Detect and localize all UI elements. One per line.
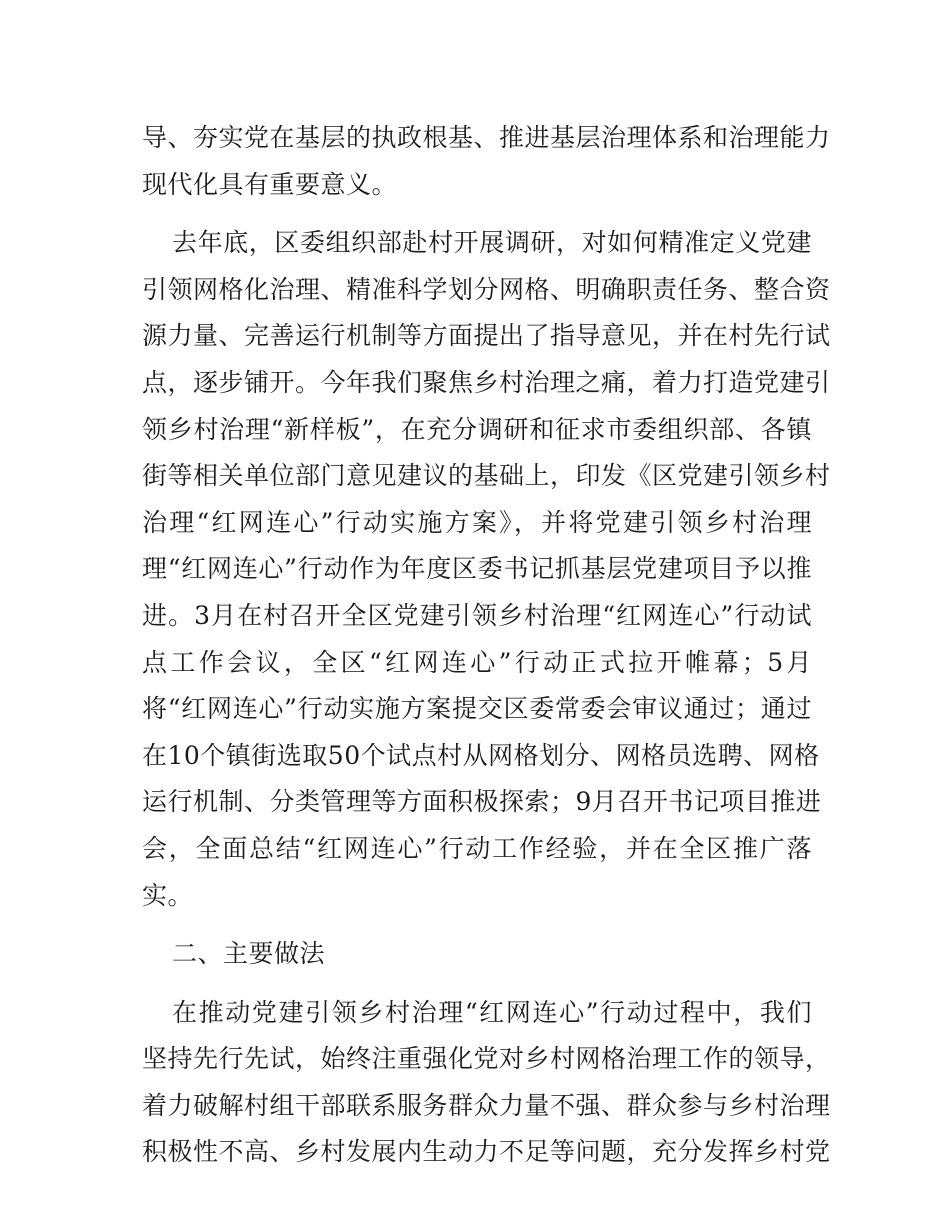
- section-heading: 二、主要做法: [172, 939, 326, 969]
- text-line: 街等相关单位部门意见建议的基础上，印发《区党建引领乡村: [142, 461, 831, 491]
- text-line: 治理“红网连心”行动实施方案》，并将党建引领乡村治理: [142, 507, 812, 537]
- text-line: 理“红网连心”行动作为年度区委书记抓基层党建项目予以推: [142, 554, 812, 584]
- text-line: 实。: [142, 880, 194, 910]
- text-line: 会，全面总结“红网连心”行动工作经验，并在全区推广落: [142, 833, 812, 863]
- text-line: 坚持先行先试，始终注重强化党对乡村网格治理工作的领导，: [142, 1044, 831, 1074]
- text-line: 着力破解村组干部联系服务群众力量不强、群众参与乡村治理: [142, 1090, 831, 1120]
- paragraph-gap: [142, 208, 812, 220]
- text-line: 领乡村治理“新样板”，在充分调研和征求市委组织部、各镇: [142, 414, 812, 444]
- text-line: 引领网格化治理、精准科学划分网格、明确职责任务、整合资: [142, 274, 831, 304]
- text-line: 现代化具有重要意义。: [142, 169, 398, 199]
- paragraph-gap: [142, 919, 812, 931]
- text-line: 导、夯实党在基层的执政根基、推进基层治理体系和治理能力: [142, 123, 831, 152]
- paragraph-gap: [142, 978, 812, 990]
- text-line: 点工作会议，全区“红网连心”行动正式拉开帷幕；5月: [142, 647, 812, 677]
- text-line: 运行机制、分类管理等方面积极探索；9月召开书记项目推进: [142, 787, 822, 817]
- text-line: 去年底，区委组织部赴村开展调研，对如何精准定义党建: [172, 228, 812, 258]
- text-line: 积极性不高、乡村发展内生动力不足等问题，充分发挥乡村党: [142, 1137, 831, 1167]
- text-line: 在10个镇街选取50个试点村从网格划分、网格员选聘、网格: [142, 740, 820, 770]
- document-body: [142, 115, 831, 1176]
- text-line: 进。3月在村召开全区党建引领乡村治理“红网连心”行动试: [142, 600, 812, 630]
- text-line: 源力量、完善运行机制等方面提出了指导意见，并在村先行试: [142, 321, 831, 351]
- text-line: 将“红网连心”行动实施方案提交区委常委会审议通过；通过: [142, 694, 812, 724]
- text-line: 在推动党建引领乡村治理“红网连心”行动过程中，我们: [172, 997, 812, 1027]
- text-line: 点，逐步铺开。今年我们聚焦乡村治理之痛，着力打造党建引: [142, 367, 831, 397]
